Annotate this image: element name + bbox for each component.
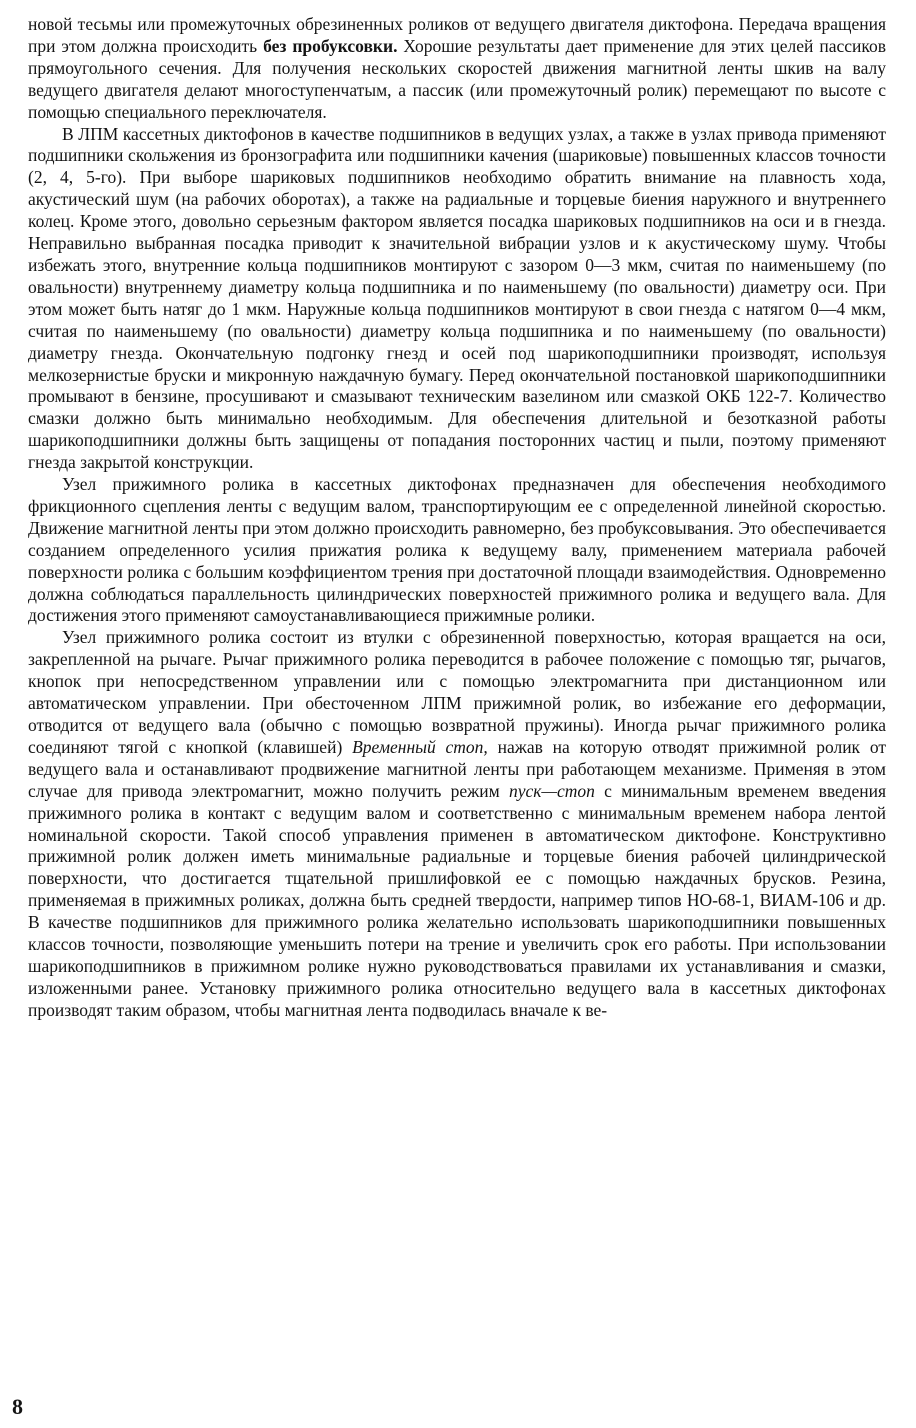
paragraph-4-text-part-2: нажав на которую отводят прижимной ролик от ведущего вала и останавливают продвижение магнитной ленты при работающем механизме. Применяя в этом случае для привода электромагнит, можно получить режим <box>28 736 887 801</box>
paragraph-1-text-end: Хорошие результаты дает применение для этих целей пассиков прямоугольного сечения. Для получения нескольких скоростей движения магнитной ленты шкив на валу ведущего двигателя делают многоступенчатым, а пассик (или промежуточный ролик) перемещают по высоте с помощью специального переключателя. <box>28 35 886 122</box>
paragraph-4-text-part-1: Узел прижимного ролика состоит из втулки с обрезиненной поверхностью, которая вращается на оси, закрепленной на рычаге. Рычаг прижимного ролика переводится в рабочее положение с помощью тяг, рычагов, кнопок при непосредственном управлении или с помощью электромагнита при дистанционном или автоматическом управлении. При обесточенном ЛПМ прижимной ролик, во избежание его деформации, отводится от ведущего вала (обычно с помощью возвратной пружины). Иногда рычаг прижимного ролика соединяют тягой с кнопкой (клавишей) <box>28 627 886 757</box>
paragraph-2: В ЛПМ кассетных диктофонов в качестве подшипников в ведущих узлах, а также в узлах привода применяют подшипники скольжения из бронзографита или подшипники качения (шариковые) повышенных классов точности (2, 4, 5-го). При выборе шариковых подшипников необходимо обратить внимание на плавность хода, акустический шум (на рабочих оборотах), а также на радиальные и торцевые биения наружного и внутреннего колец. Кроме этого, довольно серьезным фактором является посадка шариковых подшипников на оси и в гнезда. Неправильно выбранная посадка приводит к значительной вибрации узлов и к акустическому шуму. Чтобы избежать этого, внутренние кольца подшипников монтируют с зазором 0—3 мкм, считая по наименьшему (по овальности) внутреннему диаметру кольца подшипника и по наименьшему (по овальности) диаметру оси. При этом может быть натяг до 1 мкм. Наружные кольца подшипников монтируют в свои гнезда с натягом 0—4 мкм, считая по наименьшему (по овальности) диаметру кольца подшипника и по наименьшему (по овальности) диаметру гнезда. Окончательную подгонку гнезд и осей под шарикоподшипники производят, используя мелкозернистые бруски и микронную наждачную бумагу. Перед окончательной постановкой шарикоподшипники промывают в бензине, просушивают и смазывают техническим вазелином или смазкой ОКБ 122-7. Количество смазки должно быть минимально необходимым. Для обеспечения длительной и безотказной работы шарикоподшипники должны быть защищены от попадания посторонних частиц и пыли, поэтому применяют гнезда закрытой конструкции. <box>28 123 886 473</box>
paragraph-4-text-part-3: с минимальным временем введения прижимного ролика в контакт с ведущим валом и соответственно с минимальным временем набора лентой номинальной скорости. Такой способ управления применен в автоматическом диктофоне. Конструктивно прижимной ролик должен иметь минимальные радиальные и торцевые биения рабочей цилиндрической поверхности, что достигается тщательной пришлифовкой ее с помощью наждачных брусков. Резина, применяемая в прижимных роликах, должна быть средней твердости, например типов НО-68-1, ВИАМ-106 и др. В качестве подшипников для прижимного ролика желательно использовать шарикоподшипники повышенных классов точности, позволяющие уменьшить потери на трение и увеличить срок его работы. При использовании шарикоподшипников в прижимном ролике нужно руководствоваться правилами их устанавливания и смазки, изложенными ранее. Установку прижимного ролика относительно ведущего вала в кассетных диктофонах производят таким образом, чтобы магнитная лента подводилась вначале к ве- <box>28 780 886 1020</box>
paragraph-1-text-start: новой тесьмы или промежуточных обрезиненных роликов от ведущего двигателя диктофона. Передача вращения при этом должна происходить <box>28 14 886 56</box>
paragraph-4-italic-term-1: Временный стоп, <box>352 736 488 757</box>
page-number: 8 <box>12 1394 23 1419</box>
paragraph-4 <box>28 627 886 1021</box>
paragraph-3: Узел прижимного ролика в кассетных диктофонах предназначен для обеспечения необходимого фрикционного сцепления ленты с ведущим валом, транспортирующим ее с определенной линейной скоростью. Движение магнитной ленты при этом должно происходить равномерно, без пробуксовывания. Это обеспечивается созданием определенного усилия прижатия ролика к ведущему валу, применением материала рабочей поверхности ролика с большим коэффициентом трения при достаточной площади взаимодействия. Одновременно должна соблюдаться параллельность цилиндрических поверхностей прижимного ролика и ведущего вала. Для достижения этого применяют самоустанавливающиеся прижимные ролики. <box>28 474 886 626</box>
paragraph-1-emphasis: без пробуксовки. <box>263 35 398 56</box>
paragraph-1 <box>28 14 886 124</box>
paragraph-4-italic-term-2: пуск—стоп <box>508 780 595 801</box>
